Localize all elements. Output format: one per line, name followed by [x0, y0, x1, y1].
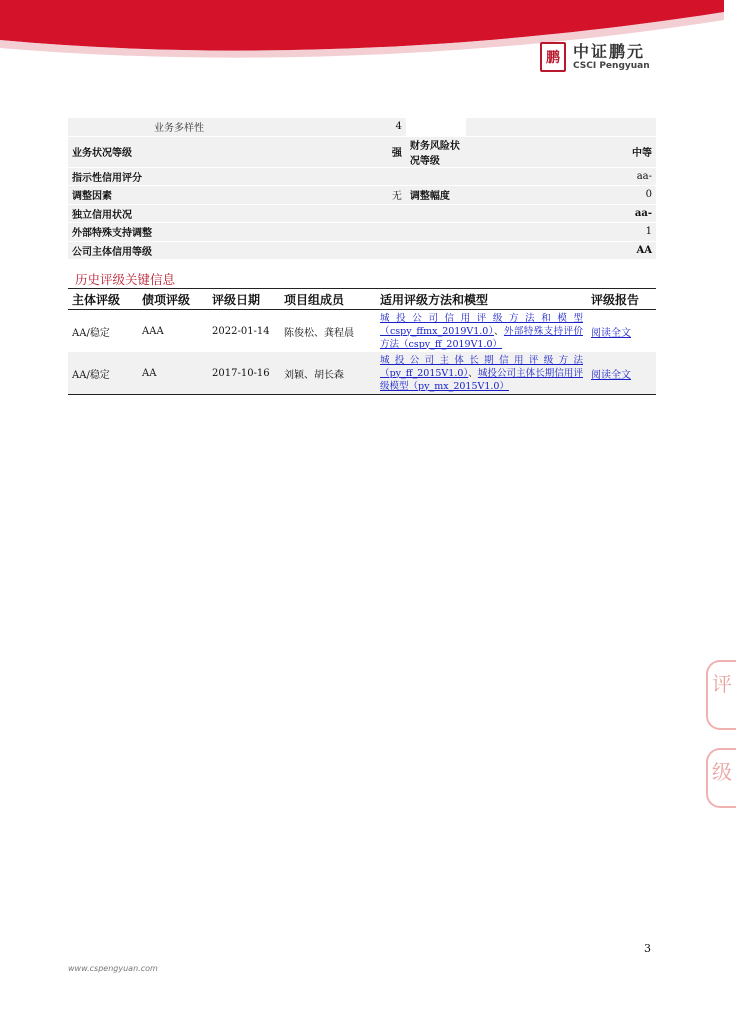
- header-rating-date: 评级日期: [208, 289, 280, 310]
- methodology-link[interactable]: 城投公司主体长期信用评级模型（py_mx_2015V1.0）: [380, 367, 583, 392]
- table-row: [68, 310, 656, 353]
- header-issuer-rating: 主体评级: [68, 289, 138, 310]
- rating-row: 业务状况等级 强 财务风险状况等级 中等: [68, 136, 656, 167]
- credit-rating-table: [68, 118, 656, 260]
- page-number: 3: [644, 942, 651, 955]
- rating-row-business-diversity: [68, 118, 656, 136]
- read-full-report-link[interactable]: 阅读全文: [591, 327, 631, 339]
- logo-seal-icon: 鹏: [540, 42, 566, 72]
- red-seal-stamp-bottom: 级: [706, 748, 736, 808]
- table-row: [68, 352, 656, 395]
- report-cell: [587, 310, 656, 353]
- rating-row: 公司主体信用等级 AA: [68, 241, 656, 260]
- business-diversity-label: 业务多样性: [68, 118, 345, 136]
- debt-rating: AA: [138, 352, 208, 395]
- business-diversity-value: 4: [345, 118, 406, 136]
- methodology-link[interactable]: 外部特殊支持评价方法（cspy_ff_2019V1.0）: [380, 325, 583, 350]
- methodology-cell: [376, 352, 587, 395]
- team-members: 陈俊松、龚程晨: [284, 327, 354, 339]
- methodology-link[interactable]: 城投公司主体长期信用评级方法（py_ff_2015V1.0）: [380, 354, 583, 379]
- logo-chinese-name: 中证鹏元: [573, 41, 646, 61]
- company-logo: [540, 42, 650, 72]
- rating-row: 指示性信用评分 aa-: [68, 167, 656, 186]
- history-header-row: [68, 289, 656, 310]
- methodology-link[interactable]: 城投公司信用评级方法和模型（cspy_ffmx_2019V1.0）: [380, 312, 583, 337]
- logo-english-name: CSCI Pengyuan: [573, 60, 650, 71]
- report-cell: [587, 352, 656, 395]
- rating-date: 2017-10-16: [208, 352, 280, 395]
- history-section-title: 历史评级关键信息: [75, 272, 176, 287]
- rating-row: 独立信用状况 aa-: [68, 204, 656, 223]
- methodology-cell: [376, 310, 587, 353]
- team-members: 刘颖、胡长森: [280, 352, 376, 395]
- rating-row: 调整因素 无 调整幅度 0: [68, 186, 656, 205]
- header-team-members: 项目组成员: [280, 289, 376, 310]
- read-full-report-link[interactable]: 阅读全文: [591, 369, 631, 381]
- debt-rating: AAA: [142, 325, 164, 337]
- methodology-separator: 、: [493, 325, 504, 337]
- red-seal-stamp-top: 评: [706, 660, 736, 730]
- issuer-rating: AA/稳定: [72, 327, 110, 339]
- footer-website: www.cspengyuan.com: [68, 964, 158, 973]
- header-report: 评级报告: [587, 289, 656, 310]
- methodology-separator: 、: [468, 367, 478, 379]
- issuer-rating: AA/稳定: [68, 352, 138, 395]
- rating-row: 外部特殊支持调整 1: [68, 223, 656, 242]
- rating-history-table: [68, 288, 656, 395]
- rating-date: 2022-01-14: [212, 325, 270, 337]
- header-methodology: 适用评级方法和模型: [376, 289, 587, 310]
- header-debt-rating: 债项评级: [138, 289, 208, 310]
